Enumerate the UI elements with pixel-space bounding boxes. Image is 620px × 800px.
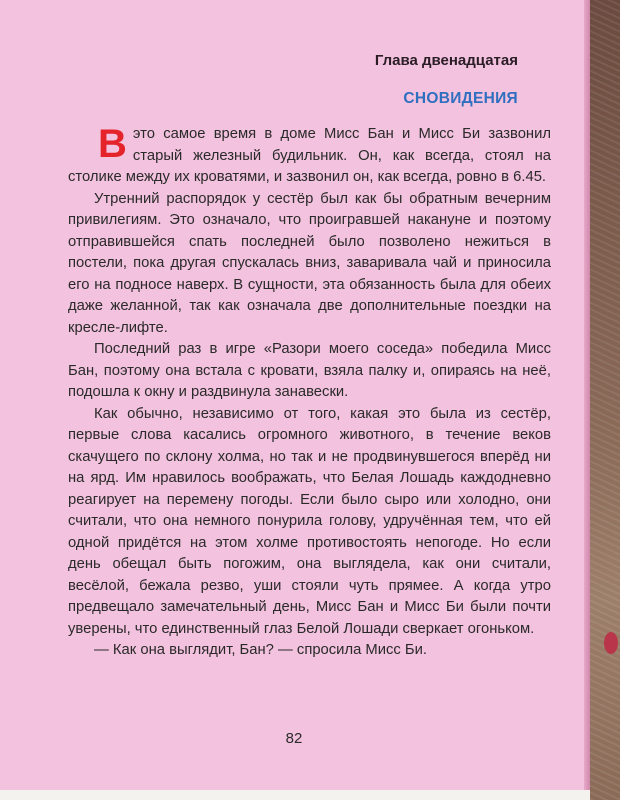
paragraph-4: Как обычно, независимо от того, какая это была из сестёр, первые слова касались огромного животного, в течение веков скачущего по склону холма, но так и не продвинувшегося вперёд ни на ярд. Им нравилось воображать, что Белая Лошадь каждодневно реагирует на перемену погоды. Если было сыро или холодно, они считали, что она немного понурила голову, удручённая тем, что ей одной придётся на этом холме противостоять непогоде. Но если день обещал быть погожим, она выглядела, как они считали, весёлой, бежала резво, уши стояли чуть прямее. А когда утро предвещало замечательный день, Мисс Бан и Мисс Би были почти уверены, что единственный глаз Белой Лошади сверкает огоньком.	[68, 405, 551, 637]
flower-icon	[604, 632, 618, 654]
chapter-title: СНОВИДЕНИЯ	[403, 90, 518, 107]
cover-illustration-strip	[590, 0, 620, 800]
page-number: 82	[285, 730, 303, 747]
paragraph-1-text: это самое время в доме Мисс Бан и Мисс Би зазвонил старый железный будильник. Он, как всегда, стоял на столике между их кроватями, и зазвонил он, как всегда, ровно в 6.45.	[68, 126, 551, 185]
paragraph-1	[68, 124, 551, 189]
drop-cap: В	[98, 122, 127, 166]
scan-margin	[0, 790, 590, 800]
paragraph-3: Последний раз в игре «Разори моего соседа» победила Мисс Бан, поэтому она встала с кровати, взяла палку и, опираясь на неё, подошла к окну и раздвинула занавески.	[68, 341, 551, 400]
paragraph-2: Утренний распорядок у сестёр был как бы обратным вечерним привилегиям. Это означало, что проигравшей накануне и поэтому отправившейся спать последней было позволено нежиться в постели, пока другая спускалась вниз, заваривала чай и приносила его на подносе наверх. В сущности, эта обязанность была для обеих даже желанной, так как означала две дополнительные поездки на кресле-лифте.	[68, 190, 551, 336]
paragraph-5-dialogue: — Как она выглядит, Бан? — спросила Мисс Би.	[94, 642, 428, 658]
chapter-body	[68, 124, 551, 662]
chapter-label: Глава двенадцатая	[374, 52, 518, 69]
